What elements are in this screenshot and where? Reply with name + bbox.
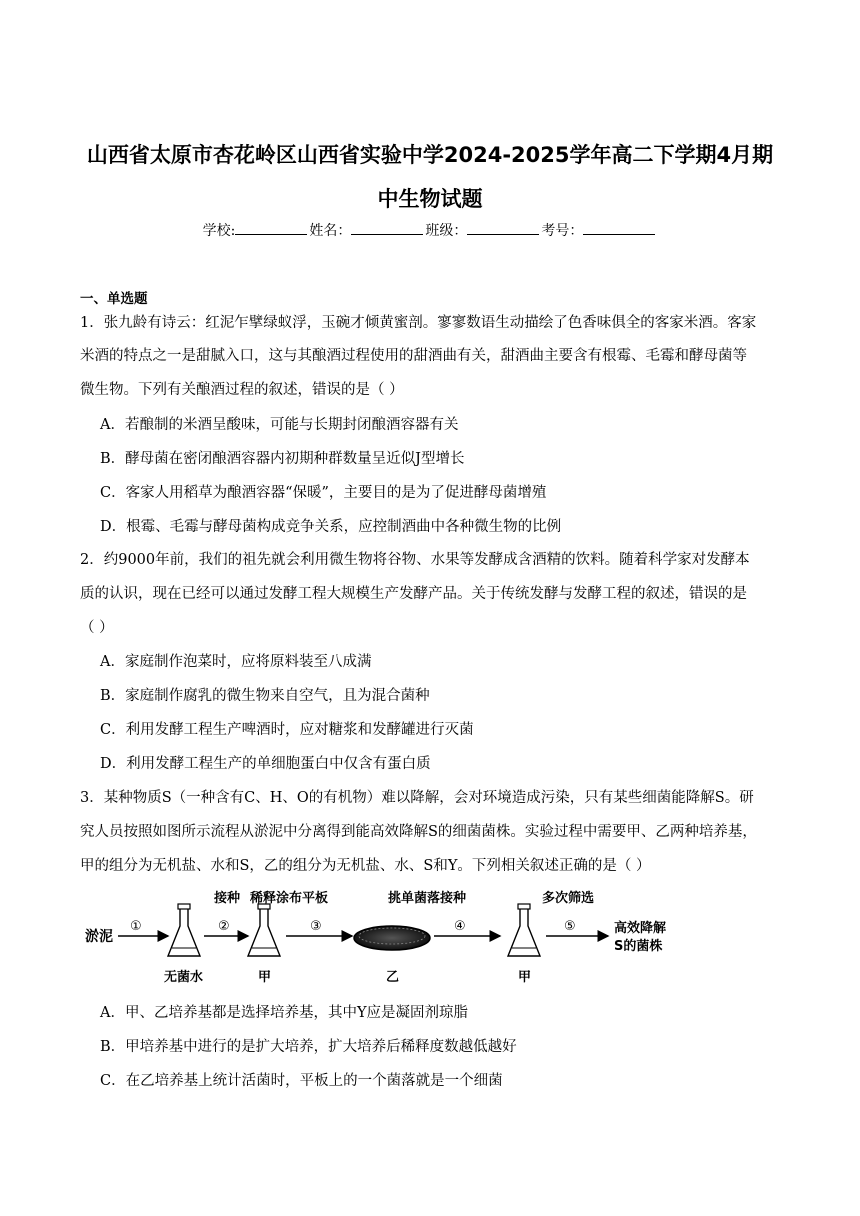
step-2-label: ② xyxy=(218,919,230,934)
school-label: 学校: xyxy=(202,223,236,239)
class-label: 班级： xyxy=(425,223,468,239)
step-5-title: 多次筛选 xyxy=(542,891,595,906)
step-3-title: 稀释涂布平板 xyxy=(250,891,329,906)
step-2-title: 接种 xyxy=(214,891,241,906)
exam-no-label: 考号： xyxy=(541,223,584,239)
exam-no-blank xyxy=(583,220,655,235)
q1-option-c: C．客家人用稻草为酿酒容器“保暖”，主要目的是为了促进酵母菌增殖 xyxy=(100,485,547,501)
q3-option-c: C．在乙培养基上统计活菌时，平板上的一个菌落就是一个细菌 xyxy=(100,1073,503,1089)
q3-line-1: 3．某种物质S（一种含有C、H、O的有机物）难以降解，会对环境造成污染，只有某些细菌能降解S。研 xyxy=(80,790,754,806)
step-4-label: ④ xyxy=(454,919,466,934)
name-label: 姓名： xyxy=(309,223,352,239)
flask-1-label: 无菌水 xyxy=(164,970,204,985)
section-heading: 一、单选题 xyxy=(80,291,148,307)
q2-option-c: C．利用发酵工程生产啤酒时，应对糖浆和发酵罐进行灭菌 xyxy=(100,722,474,738)
flask-icon xyxy=(248,904,280,956)
q3-line-3: 甲的组分为无机盐、水和S，乙的组分为无机盐、水、S和Y。下列相关叙述正确的是（ ） xyxy=(80,858,651,874)
step-5-label: ⑤ xyxy=(564,919,576,934)
q3-line-2: 究人员按照如图所示流程从淤泥中分离得到能高效降解S的细菌菌株。实验过程中需要甲、乙两种培养基， xyxy=(80,824,757,840)
step-1-label: ① xyxy=(130,919,142,934)
document-title-line2: 中生物试题 xyxy=(377,187,483,211)
dish-label: 乙 xyxy=(386,970,400,985)
q1-line-3: 微生物。下列有关酿酒过程的叙述，错误的是（ ） xyxy=(80,382,404,398)
q2-line-2: 质的认识，现在已经可以通过发酵工程大规模生产发酵产品。关于传统发酵与发酵工程的叙述，错误的是 xyxy=(80,586,747,602)
q2-line-1: 2．约9000年前，我们的祖先就会利用微生物将谷物、水果等发酵成含酒精的饮料。随着科学家对发酵本 xyxy=(80,552,750,568)
q1-line-1: 1．张九龄有诗云：红泥乍擘绿蚁浮，玉碗才倾黄蜜剖。寥寥数语生动描绘了色香味俱全的客家米酒。客家 xyxy=(80,315,757,331)
q1-option-a: A．若酿制的米酒呈酸味，可能与长期封闭酿酒容器有关 xyxy=(100,417,459,433)
q2-option-d: D．利用发酵工程生产的单细胞蛋白中仅含有蛋白质 xyxy=(100,756,431,772)
q1-option-d: D．根霉、毛霉与酵母菌构成竞争关系，应控制酒曲中各种微生物的比例 xyxy=(100,519,562,535)
end-label-line1: 高效降解 xyxy=(614,921,667,936)
q3-option-a: A．甲、乙培养基都是选择培养基，其中Y应是凝固剂琼脂 xyxy=(100,1005,469,1021)
q2-option-b: B．家庭制作腐乳的微生物来自空气，且为混合菌种 xyxy=(100,688,430,704)
flask-icon xyxy=(168,904,200,956)
student-info-line xyxy=(0,220,860,240)
q1-option-b: B．酵母菌在密闭酿酒容器内初期种群数量呈近似J型增长 xyxy=(100,451,465,467)
end-label-line2: S的菌株 xyxy=(614,939,663,954)
q1-line-2: 米酒的特点之一是甜腻入口，这与其酿酒过程使用的甜酒曲有关，甜酒曲主要含有根霉、毛霉和酵母菌等 xyxy=(80,348,747,364)
isolation-flow-diagram xyxy=(80,886,700,986)
flask-2-label: 甲 xyxy=(258,970,272,985)
step-3-label: ③ xyxy=(310,919,322,934)
name-blank xyxy=(351,220,423,235)
class-blank xyxy=(467,220,539,235)
q3-option-b: B．甲培养基中进行的是扩大培养，扩大培养后稀释度数越低越好 xyxy=(100,1039,517,1055)
start-label: 淤泥 xyxy=(85,929,113,945)
step-4-title: 挑单菌落接种 xyxy=(388,891,467,906)
flask-icon xyxy=(508,904,540,956)
q2-line-3: （ ） xyxy=(80,620,114,636)
document-title-line1: 山西省太原市杏花岭区山西省实验中学2024-2025学年高二下学期4月期 xyxy=(86,143,774,167)
school-blank xyxy=(235,220,307,235)
flask-3-label: 甲 xyxy=(518,970,532,985)
q2-option-a: A．家庭制作泡菜时，应将原料装至八成满 xyxy=(100,654,372,670)
petri-dish-icon xyxy=(354,926,430,950)
